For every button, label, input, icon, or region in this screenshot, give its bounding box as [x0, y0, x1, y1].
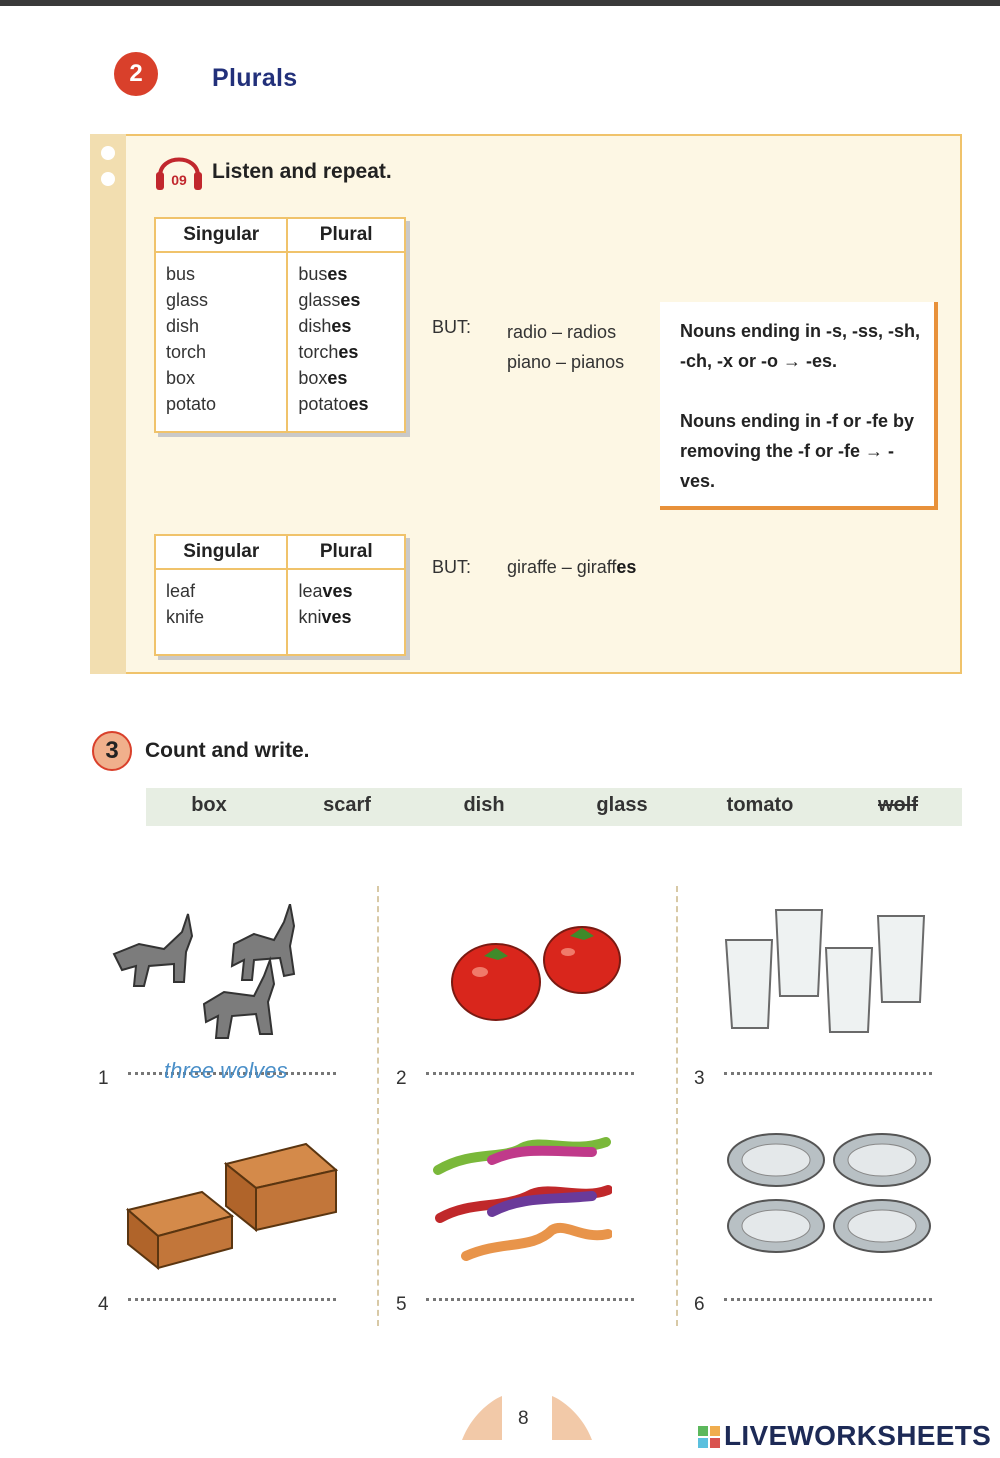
scarves-icon: [432, 1130, 612, 1266]
item-number: 3: [694, 1068, 705, 1089]
answer-line[interactable]: [128, 1296, 336, 1301]
section-number-badge: 3: [92, 731, 132, 771]
item-number: 6: [694, 1294, 705, 1315]
section-instruction: Count and write.: [145, 739, 310, 762]
singular-word: bus: [166, 264, 196, 284]
plural-word: knives: [298, 607, 352, 627]
plural-word: dishes: [298, 316, 352, 336]
exception-item: giraffe – giraffes: [507, 557, 637, 577]
rule-text: Nouns ending in -s, -ss, -sh, -ch, -x or -o → -es.: [680, 321, 921, 371]
table-header: Singular: [155, 535, 287, 569]
audio-track-number: 09: [171, 172, 187, 188]
rule-text: Nouns ending in -f or -fe by removing the -f or -fe → -ves.: [680, 411, 914, 491]
column-divider: [377, 886, 379, 1326]
item-number: 4: [98, 1294, 109, 1315]
singular-word: torch: [166, 342, 207, 362]
answer-line[interactable]: [426, 1296, 634, 1301]
plurals-ves-table: [154, 534, 406, 656]
page-number: 8: [518, 1408, 529, 1429]
glasses-icon: [722, 904, 932, 1038]
exception-item: piano – pianos: [507, 352, 625, 372]
answer-line[interactable]: [426, 1070, 634, 1075]
plural-word: potatoes: [298, 394, 369, 414]
answer-line[interactable]: [724, 1070, 932, 1075]
rule-box: [660, 302, 938, 510]
singular-word: box: [166, 368, 196, 388]
dishes-icon: [726, 1126, 936, 1266]
plural-word: torches: [298, 342, 359, 362]
top-rule: [0, 0, 1000, 6]
singular-word: glass: [166, 290, 209, 310]
word-bank-item: glass: [596, 794, 648, 816]
singular-word: leaf: [166, 581, 196, 601]
singular-column: [155, 569, 287, 655]
brand-logo-text: LIVEWORKSHEETS: [724, 1420, 992, 1451]
panel-hole: [101, 172, 115, 186]
plural-word: boxes: [298, 368, 348, 388]
tomatoes-icon: [448, 922, 628, 1026]
answer-text[interactable]: three wolves: [164, 1058, 288, 1083]
column-divider: [676, 886, 678, 1326]
word-bank-item: box: [191, 794, 227, 816]
item-number: 5: [396, 1294, 407, 1315]
wolves-icon: [104, 904, 334, 1044]
item-number: 1: [98, 1068, 109, 1089]
plural-column: [287, 252, 405, 432]
plural-word: leaves: [298, 581, 353, 601]
section-title: Plurals: [212, 64, 298, 92]
but-label: BUT:: [432, 557, 472, 577]
liveworksheets-logo-icon: [698, 1426, 720, 1448]
exceptions-list: [507, 317, 624, 377]
but-label: BUT:: [432, 317, 472, 337]
item-number: 2: [396, 1068, 407, 1089]
word-bank-item: tomato: [726, 794, 794, 816]
word-bank-item: dish: [463, 794, 505, 816]
plural-word: buses: [298, 264, 348, 284]
panel-hole: [101, 146, 115, 160]
plural-word: glasses: [298, 290, 361, 310]
word-bank-item: scarf: [323, 794, 371, 816]
table-header: Singular: [155, 218, 287, 252]
plurals-es-table: [154, 217, 406, 433]
singular-column: [155, 252, 287, 432]
listen-instruction: Listen and repeat.: [212, 160, 392, 183]
answer-line[interactable]: [724, 1296, 932, 1301]
singular-word: potato: [166, 394, 217, 414]
section-number-badge: 2: [114, 52, 158, 96]
table-header: Plural: [287, 218, 405, 252]
boxes-icon: [126, 1140, 338, 1272]
exception-item: radio – radios: [507, 322, 617, 342]
singular-word: dish: [166, 316, 200, 336]
table-header: Plural: [287, 535, 405, 569]
word-bank-item-used: wolf: [878, 794, 918, 816]
singular-word: knife: [166, 607, 205, 627]
panel-binding-strip: [90, 134, 126, 674]
plural-column: [287, 569, 405, 655]
